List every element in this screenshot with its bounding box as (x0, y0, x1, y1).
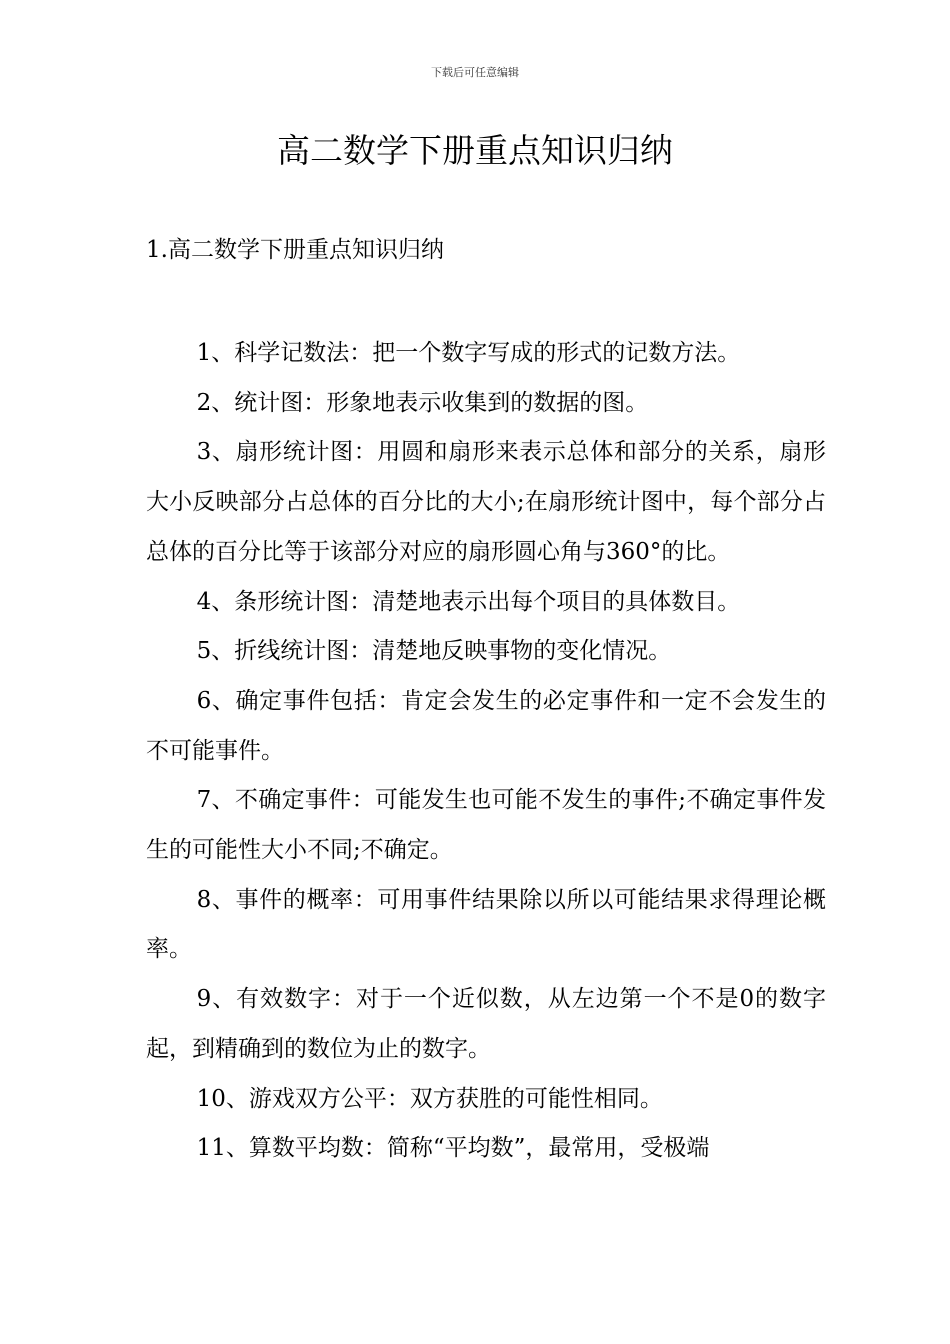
paragraph-certain-events: 6、确定事件包括：肯定会发生的必定事件和一定不会发生的不可能事件。 (146, 687, 826, 764)
paragraph-uncertain-events: 7、不确定事件：可能发生也可能不发生的事件;不确定事件发生的可能性大小不同;不确定。 (146, 787, 826, 864)
paragraph-scientific-notation: 1、科学记数法：把一个数字写成的形式的记数方法。 (196, 340, 741, 366)
paragraph-statistical-chart: 2、统计图：形象地表示收集到的数据的图。 (196, 389, 649, 416)
paragraph-line-chart: 5、折线统计图：清楚地反映事物的变化情况。 (196, 638, 672, 665)
paragraph-fair-game: 10、游戏双方公平：双方获胜的可能性相同。 (196, 1085, 663, 1112)
paragraph-arithmetic-mean: 11、算数平均数：简称“平均数”，最常用，受极端 (196, 1135, 710, 1162)
header-note: 下载后可任意编辑 (431, 66, 519, 79)
paragraph-significant-figures: 9、有效数字：对于一个近似数，从左边第一个不是0的数字起，到精确到的数位为止的数字。 (146, 986, 826, 1062)
paragraph-bar-chart: 4、条形统计图：清楚地表示出每个项目的具体数目。 (196, 588, 741, 615)
paragraph-event-probability: 8、事件的概率：可用事件结果除以所以可能结果求得理论概率。 (146, 886, 826, 963)
document-title: 高二数学下册重点知识归纳 (277, 131, 673, 170)
body-text (146, 329, 826, 1174)
section-heading: 1.高二数学下册重点知识归纳 (146, 237, 444, 263)
paragraph-pie-chart: 3、扇形统计图：用圆和扇形来表示总体和部分的关系，扇形大小反映部分占总体的百分比的大小;在扇形统计图中，每个部分占总体的百分比等于该部分对应的扇形圆心角与360°的比。 (146, 439, 826, 565)
